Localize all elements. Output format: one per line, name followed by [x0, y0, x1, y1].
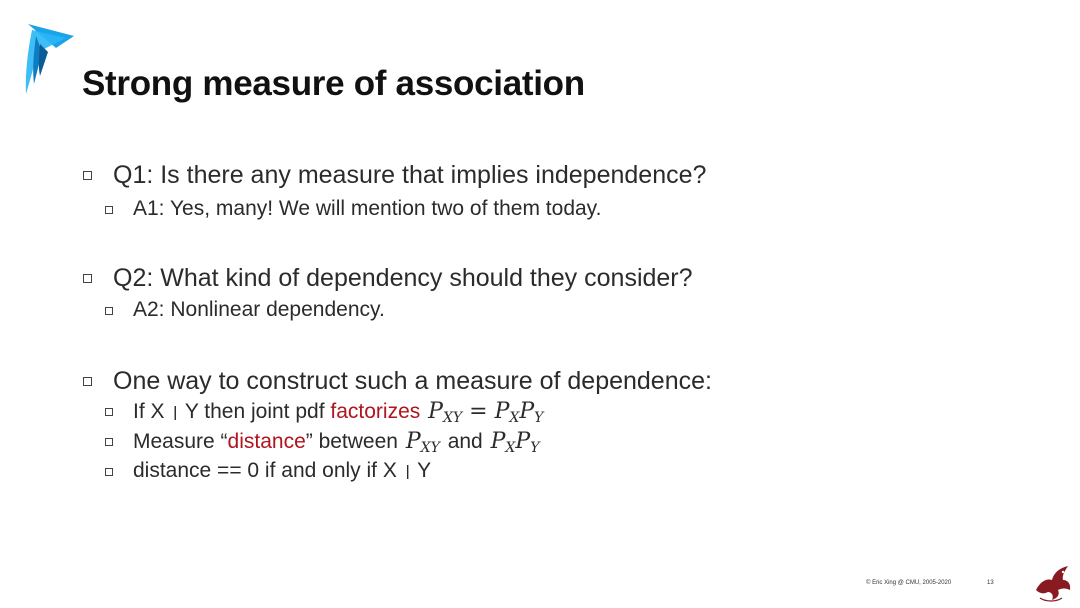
- joint-pdf-formula: $P_{XY}$: [405, 429, 440, 456]
- bullet-q2-text: Q2: What kind of dependency should they consider?: [113, 264, 693, 292]
- bullet-q3: [113, 367, 712, 396]
- bullet-q3-text: One way to construct such a measure of dependence:: [113, 367, 712, 395]
- factorize-mid: Y then joint pdf: [184, 400, 325, 423]
- factorizes-highlight: factorizes: [330, 400, 421, 423]
- measure-pre: Measure “: [133, 430, 228, 453]
- bullet-factorize: [133, 399, 545, 426]
- bullet-square-icon: [105, 468, 113, 476]
- factorize-pre: If X: [133, 400, 165, 423]
- bullet-square-icon: [105, 206, 113, 214]
- product-pdf-formula: $P_XP_Y$: [490, 429, 540, 456]
- slide-title: Strong measure of association: [82, 64, 585, 103]
- bullet-a1: [133, 197, 601, 221]
- factorization-formula: $P_{XY} = P_XP_Y$: [428, 399, 544, 426]
- bullet-a2: [133, 298, 385, 322]
- bullet-square-icon: [105, 438, 113, 446]
- distance-highlight: distance: [227, 430, 306, 453]
- bullet-square-icon: [105, 408, 113, 416]
- bullet-square-icon: [105, 307, 113, 315]
- bullet-distance-zero: [133, 459, 431, 483]
- logo-icon: [22, 22, 76, 96]
- bullet-square-icon: [83, 377, 92, 386]
- bullet-q1: [113, 161, 706, 190]
- dragon-logo-icon: [1030, 560, 1074, 604]
- bullet-square-icon: [83, 274, 92, 283]
- distance-zero-pre: distance == 0 if and only if X: [133, 459, 397, 482]
- bullet-square-icon: [83, 171, 92, 180]
- footer-credit: © Eric Xing @ CMU, 2005-2020: [866, 580, 952, 586]
- bullet-a2-text: A2: Nonlinear dependency.: [133, 298, 385, 321]
- measure-post: ” between: [305, 430, 398, 453]
- measure-and: and: [447, 430, 483, 453]
- page-number: 13: [987, 580, 994, 586]
- bullet-distance-measure: [133, 429, 541, 456]
- bullet-q2: [113, 264, 693, 293]
- distance-zero-post: Y: [417, 459, 432, 482]
- bullet-a1-text: A1: Yes, many! We will mention two of them today.: [133, 197, 602, 220]
- bullet-q1-text: Q1: Is there any measure that implies independence?: [113, 161, 707, 189]
